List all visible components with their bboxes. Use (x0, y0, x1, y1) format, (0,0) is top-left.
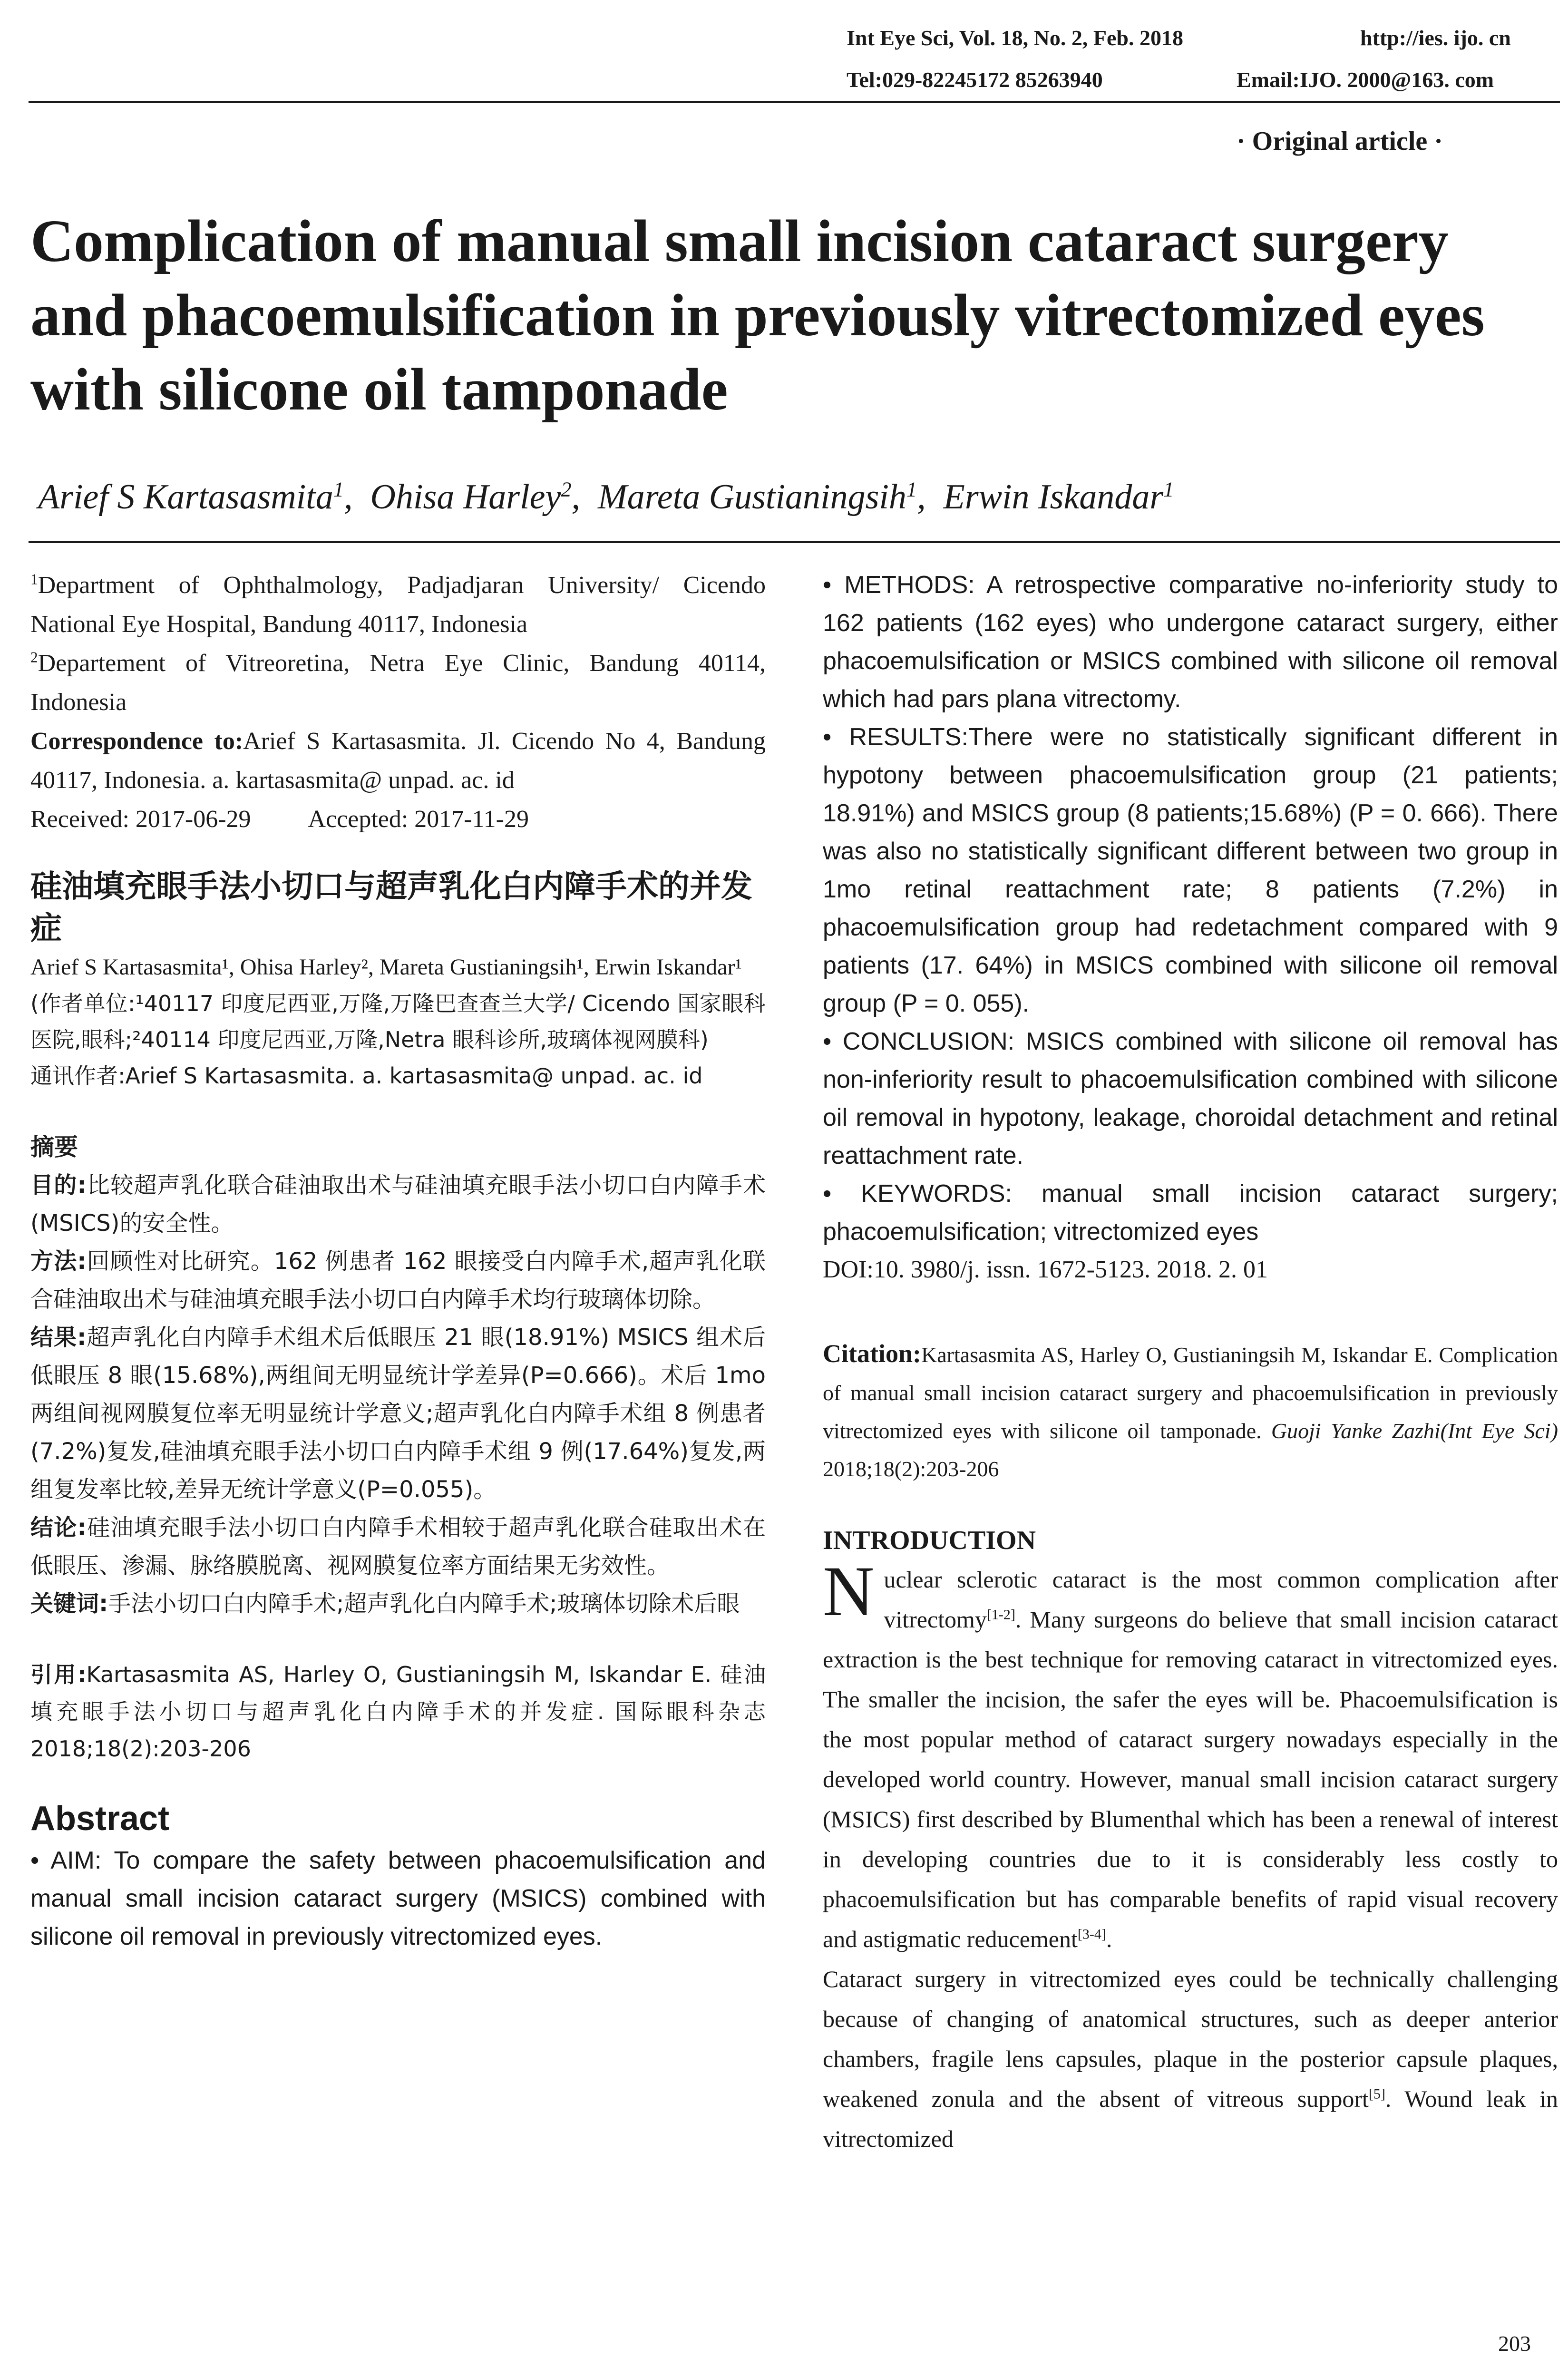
abstract-aim (30, 1841, 766, 1956)
accepted-date: Accepted: 2017-11-29 (308, 806, 529, 833)
keywords-text: manual small incision cataract surgery; phacoemulsification; vitrectomized eyes (823, 1180, 1558, 1246)
results-label: • RESULTS: (823, 723, 968, 751)
journal-tel: Tel:029-82245172 85263940 (847, 68, 1103, 92)
cn-abstract-heading: 摘要 (30, 1133, 78, 1161)
citation-text: Kartasasmita AS, Harley O, Gustianingsih M, Iskandar E. Complication of manual small incision cataract surgery and phacoemulsification in previously vitrectomized eyes with silicone oil tamponade. (823, 1343, 1558, 1443)
intro-paragraph-1 (823, 1552, 1558, 1959)
citation-journal: Guoji Yanke Zazhi(Int Eye Sci) (1271, 1419, 1558, 1443)
abstract-heading: Abstract (30, 1800, 170, 1838)
cn-affiliation: (作者单位:¹40117 印度尼西亚,万隆,万隆巴查查兰大学/ Cicendo 国家眼科医院,眼科;²40114 印度尼西亚,万隆,Netra 眼科诊所,玻璃体视网膜科) (30, 991, 766, 1052)
citation-label: Citation: (823, 1339, 921, 1368)
intro-paragraph-2 (823, 1959, 1558, 2159)
cn-keywords (30, 1585, 766, 1623)
cn-aim-label: 目的: (30, 1172, 87, 1198)
cn-conclusion-text: 硅油填充眼手法小切口白内障手术相较于超声乳化联合硅取出术在低眼压、渗漏、脉络膜脱离、视网膜复位率方面结果无劣效性。 (30, 1514, 766, 1579)
correspondence (30, 722, 766, 800)
cn-abstract (30, 1166, 766, 1623)
cn-aim-text: 比较超声乳化联合硅油取出术与硅油填充眼手法小切口白内障手术(MSICS)的安全性。 (30, 1172, 766, 1237)
author-affil-sup: 1 (906, 477, 917, 501)
methods-text: A retrospective comparative no-inferiority study to 162 patients (162 eyes) who undergone cataract surgery, either phacoemulsification or MSICS combined with silicone oil removal which had pars plana vitrectomy. (823, 571, 1558, 713)
introduction-heading: INTRODUCTION (823, 1526, 1036, 1555)
drop-cap: N (823, 1552, 875, 1631)
intro-text: Cataract surgery in vitrectomized eyes could be technically challenging because of changing of anatomical structures, such as deeper anterior chambers, fragile lens capsules, plaque in the posterior capsule plaques, weakened zonula and the absent of vitreous support (823, 1966, 1558, 2112)
citation-tail: 2018;18(2):203-206 (823, 1457, 999, 1481)
right-column (823, 566, 1558, 2159)
authors-rule (29, 541, 1560, 543)
abstract-methods (823, 566, 1558, 718)
article-type: · Original article · (1237, 127, 1443, 156)
corr-text: Arief S Kartasasmita. Jl. Cicendo No 4, Bandung 40117, Indonesia. a. kartasasmita@ unpad. ac. id (30, 728, 766, 794)
cn-citation-text: Kartasasmita AS, Harley O, Gustianingsih M, Iskandar E. 硅油填充眼手法小切口与超声乳化白内障手术的并发症. 国际眼科杂志 2018;18(2):203-206 (30, 1662, 766, 1762)
author-name: Ohisa Harley (370, 477, 561, 516)
cn-aim (30, 1166, 766, 1242)
intro-text: uclear sclerotic cataract is the most common complication after vitrectomy (884, 1566, 1558, 1633)
intro-text: . Wound leak in vitrectomized (823, 2085, 1558, 2152)
author-affil-sup: 1 (333, 477, 344, 501)
cn-results (30, 1318, 766, 1509)
citation (823, 1335, 1558, 1488)
cn-results-text: 超声乳化白内障手术组术后低眼压 21 眼(18.91%) MSICS 组术后低眼压 8 眼(15.68%),两组间无明显统计学差异(P=0.666)。术后 1mo 两组间视网膜复位率无明显统计学意义;超声乳化白内障手术组 8 例患者(7.2%)复发,硅油填充眼手法小切口白内障手术组 9 例(17.64%)复发,两组复发率比较,差异无统计学意义(P=0.055)。 (30, 1324, 766, 1503)
reference-marker[interactable]: [5] (1368, 2086, 1385, 2102)
corr-label: Correspondence to: (30, 728, 243, 755)
reference-marker[interactable]: [3-4] (1077, 1926, 1106, 1942)
left-column (30, 566, 766, 1956)
abstract-continued (823, 566, 1558, 1251)
abstract-keywords (823, 1175, 1558, 1251)
keywords-label: • KEYWORDS: (823, 1180, 1012, 1208)
introduction-body (823, 1552, 1558, 2159)
affil-sup: 1 (30, 571, 38, 588)
cn-keywords-label: 关键词: (30, 1590, 108, 1617)
conclusion-label: • CONCLUSION: (823, 1028, 1015, 1055)
author-name: Arief S Kartasasmita (38, 477, 333, 516)
affil-text: Departement of Vitreoretina, Netra Eye Clinic, Bandung 40114, Indonesia (30, 650, 766, 716)
author-affil-sup: 1 (1163, 477, 1174, 501)
abstract-results (823, 718, 1558, 1023)
cn-conclusion-label: 结论: (30, 1514, 87, 1541)
cn-conclusion (30, 1509, 766, 1585)
aim-text: To compare the safety between phacoemulsification and manual small incision cataract surgery (MSICS) combined with silicone oil removal in previously vitrectomized eyes. (30, 1847, 766, 1950)
author-name: Erwin Iskandar (943, 477, 1164, 516)
cn-title: 硅油填充眼手法小切口与超声乳化白内障手术的并发症 (30, 868, 752, 946)
page-number: 203 (1498, 2331, 1531, 2356)
intro-text: . Many surgeons do believe that small incision cataract extraction is the best technique for removing cataract in vitrectomized eyes. The smaller the incision, the safer the eyes will be. Phacoemulsification is the most popular method of cataract surgery nowadays especially in the developed world country. However, manual small incision cataract surgery (MSICS) first described by Blumenthal which has been a renewal of interest in developing countries due to it is considerably less costly to phacoemulsification but has comparable benefits of rapid visual recovery and astigmatic reducement (823, 1606, 1558, 1952)
doi[interactable]: DOI:10. 3980/j. issn. 1672-5123. 2018. 2. 01 (823, 1256, 1268, 1283)
cn-methods (30, 1242, 766, 1318)
header-rule (29, 101, 1560, 103)
author-name: Mareta Gustianingsih (598, 477, 906, 516)
conclusion-text: MSICS combined with silicone oil removal has non-inferiority result to phacoemulsification combined with silicone oil removal in hypotony, leakage, choroidal detachment and retinal reattachment rate. (823, 1028, 1558, 1169)
abstract-conclusion (823, 1023, 1558, 1175)
aim-label: • AIM: (30, 1847, 102, 1874)
affil-sup: 2 (30, 649, 38, 666)
cn-citation-label: 引用: (30, 1662, 87, 1687)
methods-label: • METHODS: (823, 571, 975, 599)
cn-methods-text: 回顾性对比研究。162 例患者 162 眼接受白内障手术,超声乳化联合硅油取出术与硅油填充眼手法小切口白内障手术均行玻璃体切除。 (30, 1248, 766, 1313)
cn-results-label: 结果: (30, 1324, 87, 1351)
cn-keywords-text: 手法小切口白内障手术;超声乳化白内障手术;玻璃体切除术后眼 (108, 1590, 740, 1617)
affiliation-1 (30, 566, 766, 644)
affiliation-2 (30, 644, 766, 722)
journal-info: Int Eye Sci, Vol. 18, No. 2, Feb. 2018 (847, 26, 1183, 50)
cn-correspondence: 通讯作者:Arief S Kartasasmita. a. kartasasmita@ unpad. ac. id (30, 1063, 703, 1089)
journal-email[interactable]: Email:IJO. 2000@163. com (1237, 68, 1494, 92)
author-affil-sup: 2 (561, 477, 572, 501)
results-text: There were no statistically significant different in hypotony between phacoemulsification group (21 patients; 18.91%) and MSICS group (8 patients;15.68%) (P = 0. 666). There was also no statistically significant different between two group in 1mo retinal reattachment rate; 8 patients (7.2%) in phacoemulsification group had redetachment compared with 9 patients (17. 64%) in MSICS combined with silicone oil removal group (P = 0. 055). (823, 723, 1558, 1017)
affil-text: Department of Ophthalmology, Padjadjaran University/ Cicendo National Eye Hospital, Bandung 40117, Indonesia (30, 572, 766, 638)
dates (30, 800, 766, 839)
cn-methods-label: 方法: (30, 1248, 87, 1275)
author-list: Arief S Kartasasmita$^1$, Ohisa Harley$^2$, Mareta Gustianingsih$^1$, Erwin Iskandar$^1$ (38, 477, 1174, 516)
intro-text: . (1106, 1926, 1112, 1952)
article-title: Complication of manual small incision cataract surgery and phacoemulsification in previously vitrectomized eyes with silicone oil tamponade (30, 208, 1485, 423)
received-date: Received: 2017-06-29 (30, 806, 251, 833)
reference-marker[interactable]: [1-2] (986, 1607, 1015, 1623)
cn-authors: Arief S Kartasasmita¹, Ohisa Harley², Mareta Gustianingsih¹, Erwin Iskandar¹ (30, 955, 742, 980)
cn-citation (30, 1656, 766, 1767)
journal-url[interactable]: http://ies. ijo. cn (1360, 26, 1511, 50)
